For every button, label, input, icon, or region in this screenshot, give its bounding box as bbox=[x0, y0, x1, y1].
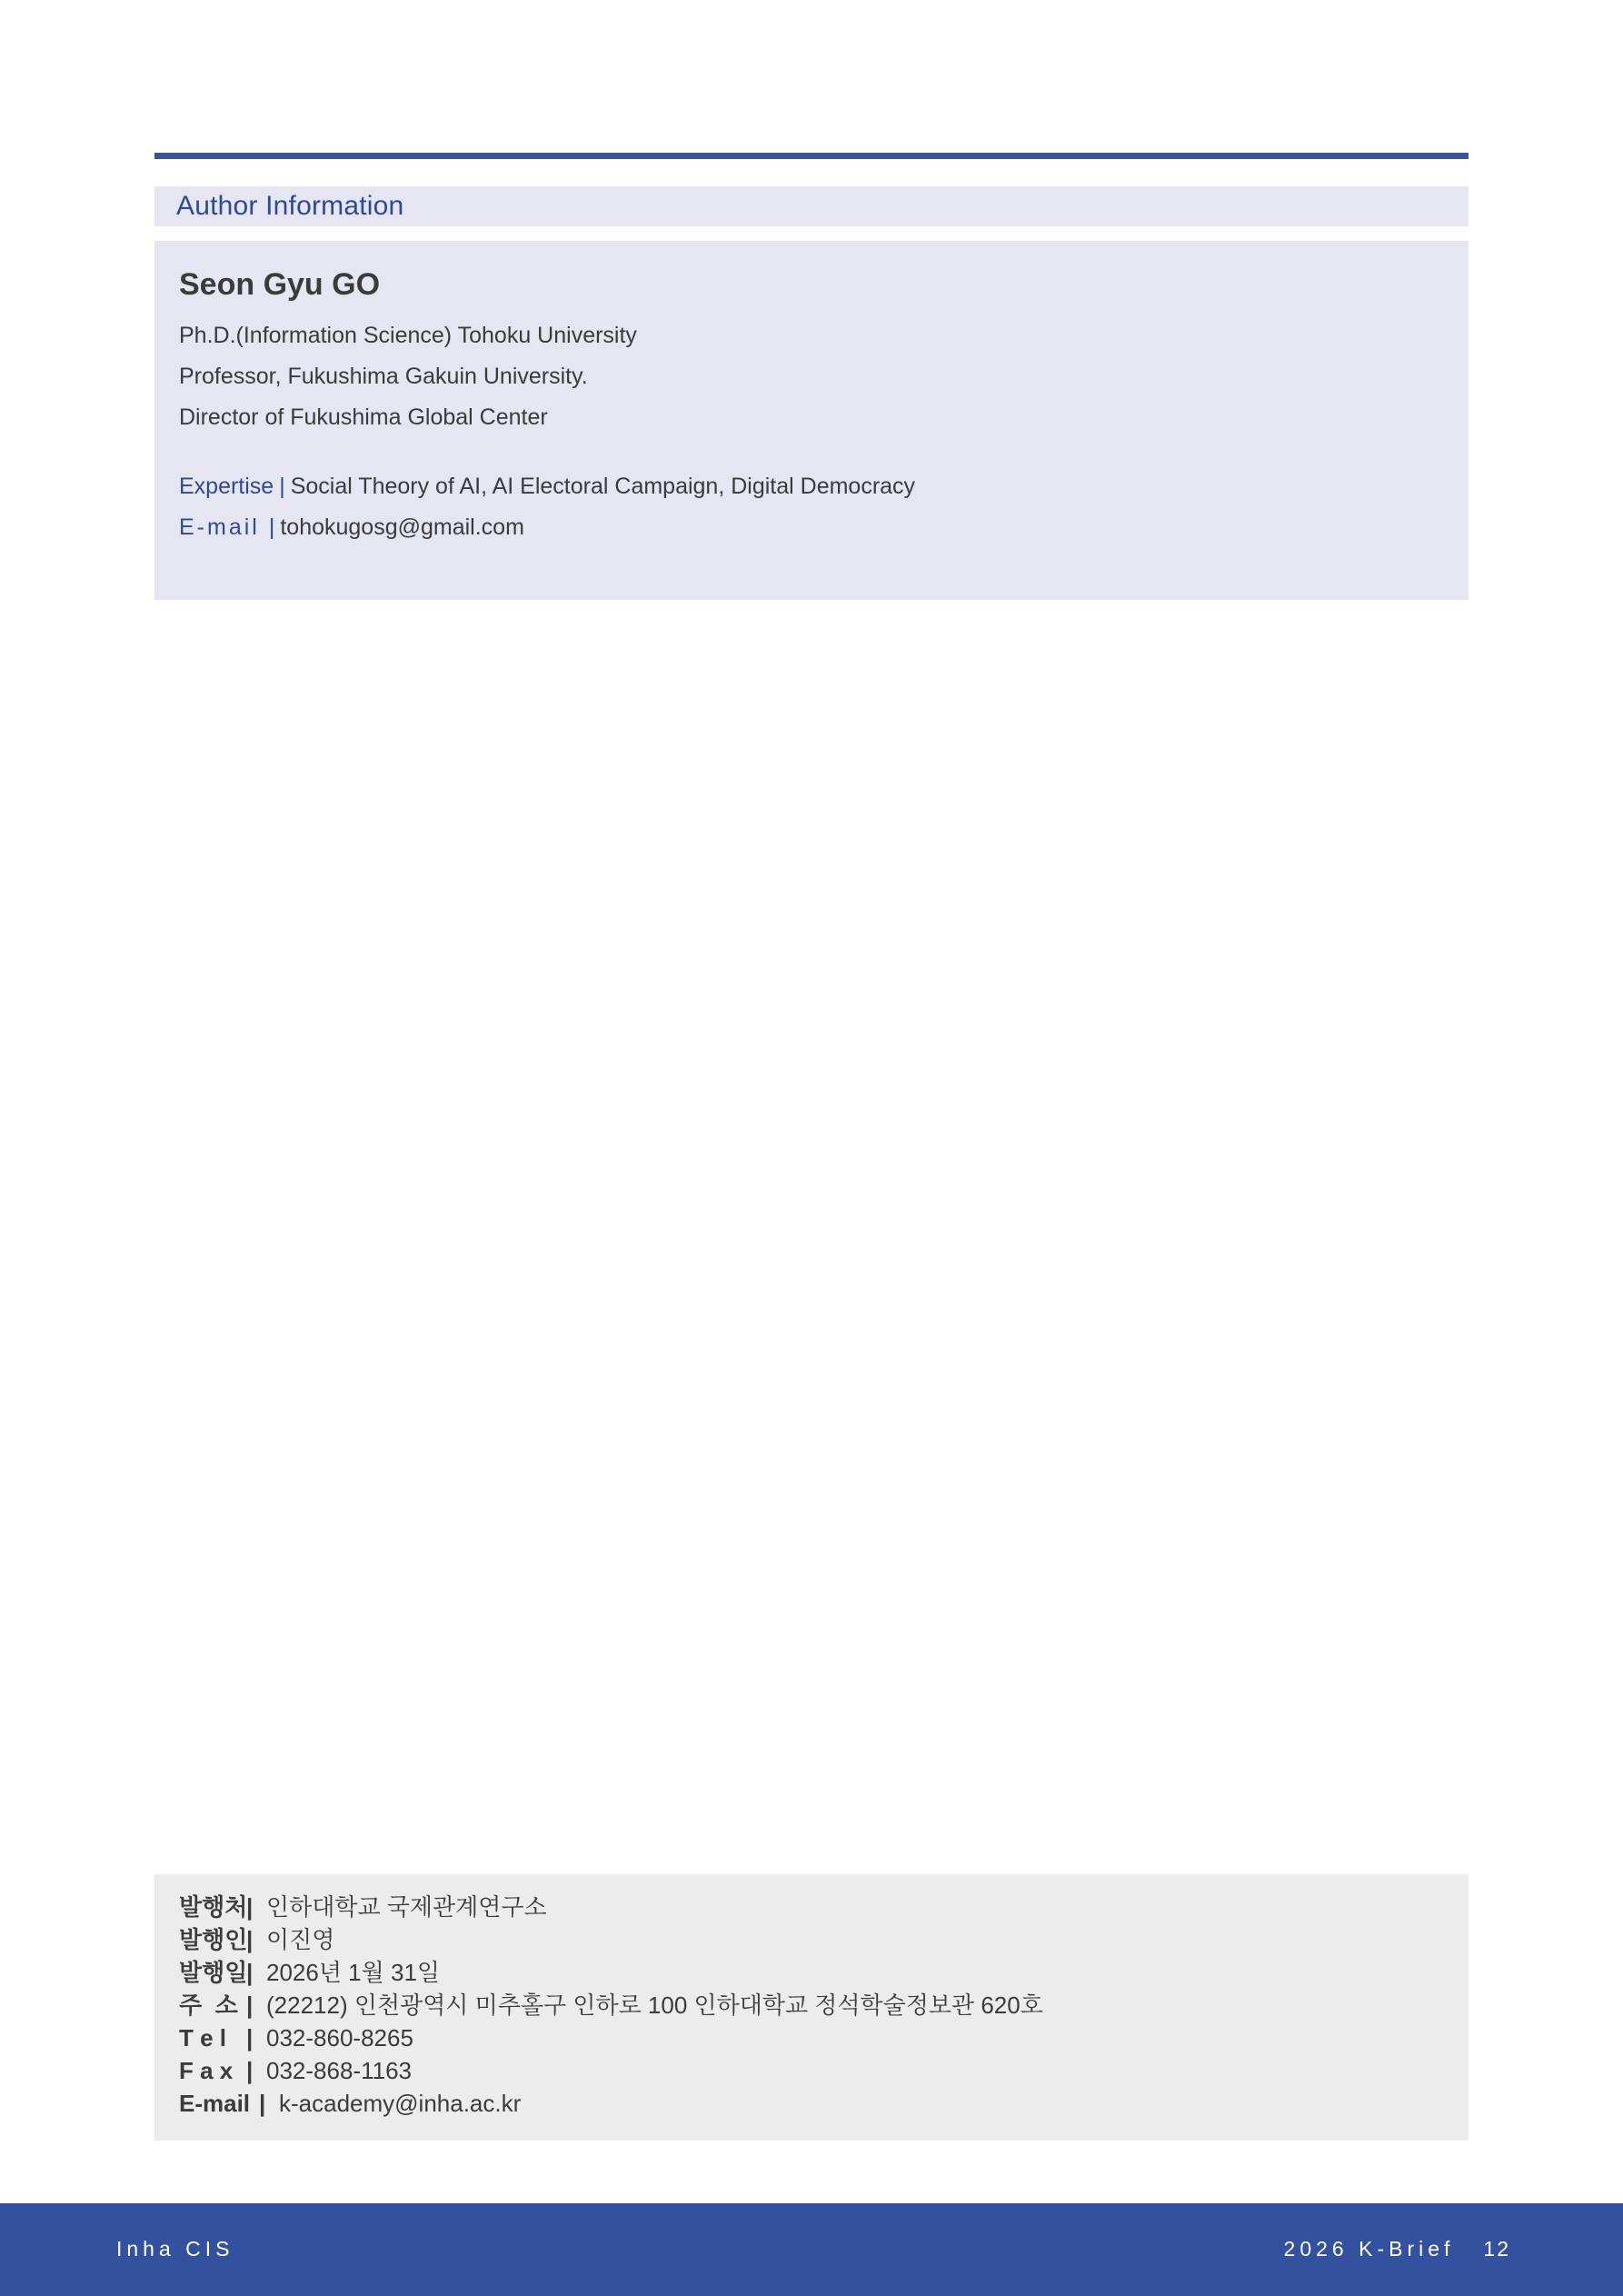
pub-email-separator: | bbox=[259, 2090, 266, 2117]
page-number: 12 bbox=[1483, 2237, 1510, 2261]
pub-email-key: E-mail bbox=[179, 2090, 251, 2117]
fax-row bbox=[179, 2055, 412, 2086]
address-row bbox=[179, 1990, 1043, 2021]
publisher-value: 인하대학교 국제관계연구소 bbox=[266, 1893, 547, 1921]
author-expertise bbox=[179, 472, 915, 501]
tel-separator: | bbox=[246, 2024, 254, 2051]
issue-date-key: 발행일 bbox=[179, 1959, 248, 1986]
address-key: 주 소 bbox=[179, 1992, 238, 2019]
tel-value: 032-860-8265 bbox=[266, 2024, 413, 2051]
publication-info-box bbox=[154, 1874, 1469, 2141]
author-directorship: Director of Fukushima Global Center bbox=[179, 404, 548, 430]
section-title: Author Information bbox=[176, 191, 404, 221]
expertise-value: Social Theory of AI, AI Electoral Campaign, Digital Democracy bbox=[290, 474, 916, 499]
top-divider bbox=[154, 153, 1469, 159]
footer-issue-info bbox=[1284, 2232, 1510, 2265]
author-name: Seon Gyu GO bbox=[179, 267, 381, 302]
publisher-row bbox=[179, 1892, 547, 1922]
author-degree: Ph.D.(Information Science) Tohoku University bbox=[179, 323, 637, 348]
issue-date-value: 2026년 1월 31일 bbox=[266, 1959, 441, 1986]
email-separator: | bbox=[268, 514, 275, 540]
tel-row bbox=[179, 2022, 413, 2053]
email-label: E-mail bbox=[179, 514, 260, 540]
issuer-key: 발행인 bbox=[179, 1926, 248, 1953]
tel-key: T e l bbox=[179, 2024, 227, 2051]
fax-separator: | bbox=[246, 2057, 254, 2084]
footer-issue-title: 2026 K-Brief bbox=[1283, 2237, 1455, 2261]
publisher-separator: | bbox=[246, 1893, 254, 1921]
author-position: Professor, Fukushima Gakuin University. bbox=[179, 364, 588, 389]
issue-date-separator: | bbox=[246, 1959, 254, 1986]
expertise-separator: | bbox=[279, 474, 285, 499]
fax-key: F a x bbox=[179, 2057, 234, 2084]
email-value[interactable]: tohokugosg@gmail.com bbox=[280, 514, 524, 540]
footer-publisher-name: Inha CIS bbox=[116, 2237, 234, 2261]
address-separator: | bbox=[246, 1992, 254, 2019]
issue-date-row bbox=[179, 1957, 440, 1988]
issuer-value: 이진영 bbox=[266, 1926, 335, 1953]
address-value: (22212) 인천광역시 미추홀구 인하로 100 인하대학교 정석학술정보관 620호 bbox=[266, 1992, 1043, 2019]
publisher-key: 발행처 bbox=[179, 1893, 248, 1921]
pub-email-value[interactable]: k-academy@inha.ac.kr bbox=[279, 2090, 522, 2117]
footer-bar bbox=[0, 2203, 1623, 2296]
issuer-row bbox=[179, 1924, 334, 1955]
section-header bbox=[154, 186, 1469, 226]
expertise-label: Expertise bbox=[179, 474, 274, 499]
fax-value: 032-868-1163 bbox=[266, 2057, 412, 2084]
author-info-box bbox=[154, 241, 1469, 600]
issuer-separator: | bbox=[246, 1926, 254, 1953]
pub-email-row bbox=[179, 2088, 521, 2119]
author-email bbox=[179, 513, 524, 542]
